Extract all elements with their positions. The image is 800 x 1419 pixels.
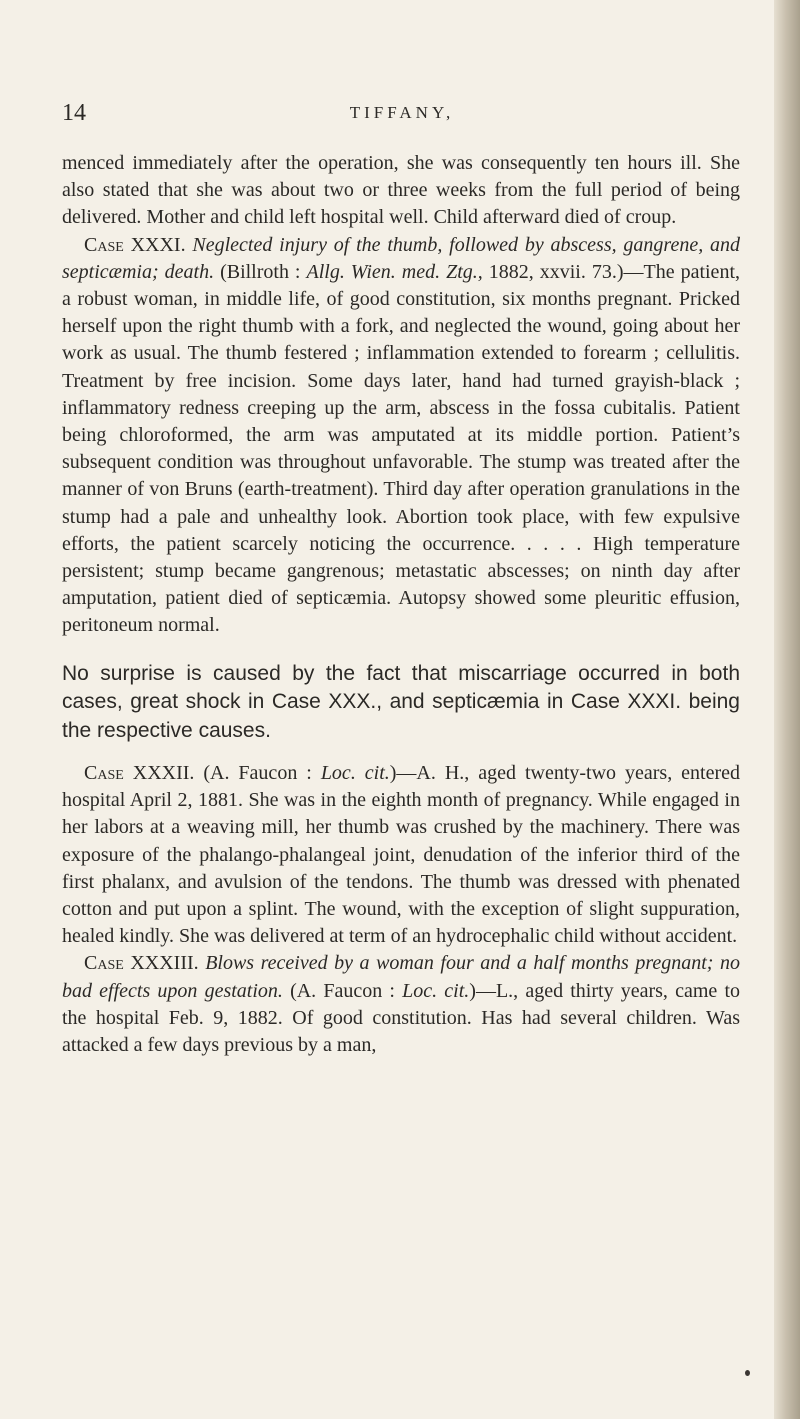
case-31-title: Neglected injury of the thumb, followed by abscess, gangrene, and septicæmia; death. — [62, 233, 741, 283]
case-32-ref-loc: Loc. cit. — [320, 762, 390, 785]
case-33-ref-loc: Loc. cit. — [402, 979, 470, 1002]
case-31-paragraph — [62, 232, 740, 640]
page-header — [62, 100, 742, 130]
case-33-paragraph — [62, 950, 740, 1059]
case-33-label: Case XXXIII. — [84, 952, 199, 975]
case-32-text: )—A. H., aged twenty-two years, entered hospital April 2, 1881. She was in the eighth month of pregnancy. While engaged in her labors at a weaving mill, her thumb was crushed by the machinery. There was exposure of the phalango-phalangeal joint, denudation of the inferior third of the first phalanx, and avulsion of the tendons. The thumb was dressed with phenated cotton and put upon a splint. The wound, with the exception of slight suppuration, healed kindly. She was delivered at term of an hydrocephalic child without accident. — [62, 762, 740, 948]
case-32-label: Case XXXII. — [84, 762, 195, 785]
ink-speck — [745, 1370, 750, 1376]
page-edge-shadow — [774, 0, 800, 1419]
case-31-label: Case XXXI. — [84, 233, 186, 256]
case-31-text: 1882, xxvii. 73.)—The patient, a robust woman, in middle life, of good constitution, six months pregnant. Pricked herself upon the right thumb with a fork, and neglected the wound, going about her work as usual. The thumb festered ; inflammation extended to forearm ; cellulitis. Treatment by free incision. Some days later, hand had turned grayish-black ; inflammatory redness creeping up the arm, abscess in the fossa cubitalis. Patient being chloroformed, the arm was amputated at its middle portion. Patient’s subsequent condition was throughout unfavorable. The stump was treated after the manner of von Bruns (earth-treatment). Third day after operation granulations in the stump had a pale and unhealthy look. Abortion took place, with few expulsive efforts, the patient scarcely noticing the occurrence. . . . . High temperature persistent; stump became gangrenous; metastatic abscesses; on ninth day after amputation, patient died of septicæmia. Autopsy showed some pleuritic effusion, peritoneum normal. — [62, 260, 740, 637]
case-33-ref-pre: (A. Faucon : — [290, 979, 395, 1002]
case-31-ref-journal: Allg. Wien. med. Ztg., — [306, 260, 483, 283]
running-head: TIFFANY, — [349, 103, 455, 122]
summary-paragraph: No surprise is caused by the fact that miscarriage occurred in both cases, great shock in Case XXX., and septicæmia in Case XXXI. being the respective causes. — [62, 661, 740, 743]
case-32-paragraph — [62, 760, 740, 950]
case-33-text: )—L., aged thirty years, came to the hospital Feb. 9, 1882. Of good constitution. Has had several children. Was attacked a few days previous by a man, — [62, 979, 741, 1057]
body-text — [62, 150, 740, 1059]
paragraph-continuation: menced immediately after the operation, she was consequently ten hours ill. She also stated that she was about two or three weeks from the full period of being delivered. Mother and child left hospital well. Child afterward died of croup. — [62, 152, 740, 229]
case-32-ref-pre: (A. Faucon : — [203, 762, 312, 785]
case-33-title: Blows received by a woman four and a half months pregnant; no bad effects upon gestation. — [62, 952, 740, 1002]
case-31-ref-pre: (Billroth : — [220, 260, 301, 283]
page-number: 14 — [62, 100, 86, 126]
